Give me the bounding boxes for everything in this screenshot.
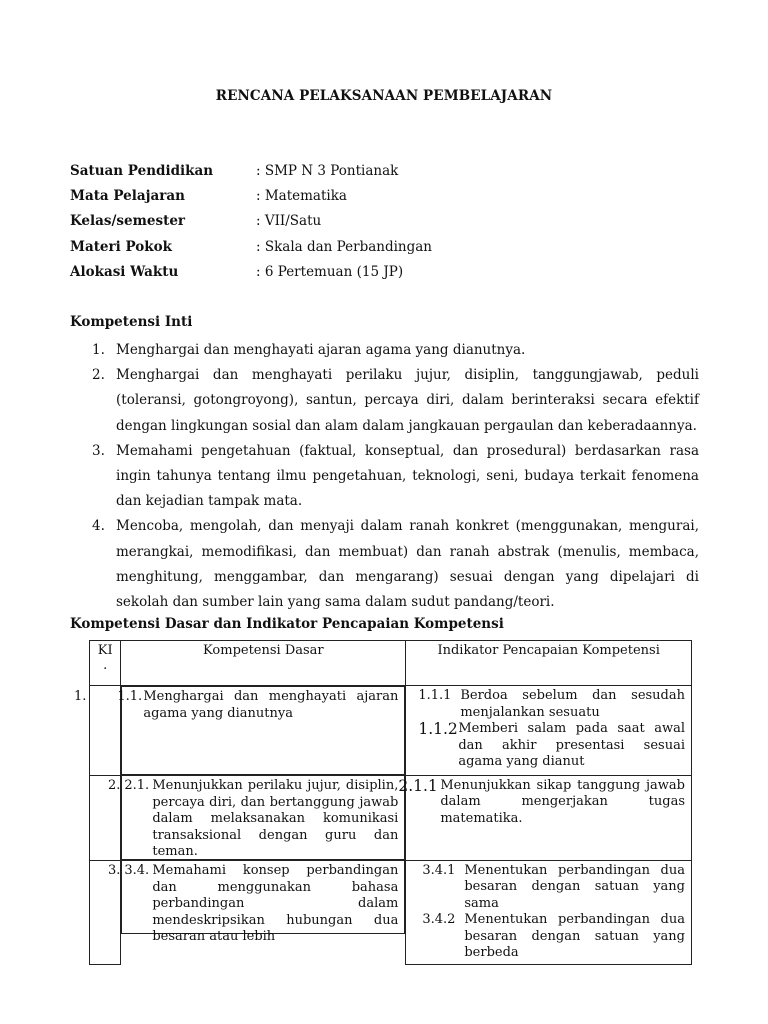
identity-label: Kelas/semester	[70, 213, 186, 230]
ipk-text: Menentukan perbandingan dua besaran dengan satuan yang berbeda	[464, 912, 685, 960]
ipk-text: Memberi salam pada saat awal dan akhir presentasi sesuai agama yang dianut	[458, 721, 685, 769]
list-number: 4.	[92, 518, 105, 535]
ipk-item	[422, 863, 685, 913]
kd-heading: Kompetensi Dasar dan Indikator Pencapaian Kompetensi	[70, 616, 504, 632]
ipk-code: 1.1.2	[418, 720, 458, 738]
header-kd: Kompetensi Dasar	[121, 641, 406, 686]
kd-code: 2.1.	[124, 778, 150, 793]
list-item	[70, 338, 699, 363]
identity-label: Alokasi Waktu	[70, 263, 179, 280]
ipk-item	[418, 688, 685, 721]
table-row	[90, 686, 692, 776]
table-row	[90, 860, 692, 964]
identity-value: : SMP N 3 Pontianak	[256, 163, 399, 179]
identity-row	[70, 264, 432, 289]
identity-row	[70, 213, 432, 238]
identity-label: Materi Pokok	[70, 238, 172, 255]
identity-value: : Matematika	[256, 188, 347, 205]
identity-label: Satuan Pendidikan	[70, 163, 214, 179]
table-row	[90, 775, 692, 860]
list-text: Menghargai dan menghayati ajaran agama yang dianutnya.	[116, 342, 526, 358]
ipk-item	[398, 776, 685, 828]
ipk-cell	[406, 686, 692, 776]
identity-row	[70, 188, 432, 213]
kd-cell	[117, 686, 405, 775]
kd-code: 1.1.	[117, 689, 143, 704]
outer-number: 1.	[74, 689, 87, 704]
list-text: Menghargai dan menghayati perilaku jujur, disiplin, tanggungjawab, peduli (toleransi, gotongroyong), santun, percaya diri, dalam berinteraksi secara efektif dengan lingkungan sosial dan alam dalam jangkauan pergaulan dan keberadaannya.	[116, 367, 699, 434]
kd-cell	[121, 775, 405, 860]
ipk-text: Berdoa sebelum dan sesudah menjalankan sesuatu	[460, 688, 685, 720]
kd-text: Memahami konsep perbandingan dan menggunakan bahasa perbandingan dalam mendeskripsikan hubungan dua besaran atau lebih	[152, 863, 399, 944]
list-text: Mencoba, mengolah, dan menyaji dalam ranah konkret (menggunakan, mengurai, merangkai, memodifikasi, dan membuat) dan ranah abstrak (menulis, membaca, menghitung, menggambar, dan mengarang) sesuai dengan yang dipelajari di sekolah dan sumber lain yang sama dalam sudut pandang/teori.	[116, 518, 699, 611]
identity-row	[70, 239, 432, 264]
list-number: 2.	[92, 367, 105, 384]
identity-value: : Skala dan Perbandingan	[256, 238, 432, 255]
list-number: 1.	[92, 342, 105, 358]
list-item	[70, 514, 699, 615]
ki-cell: 3.	[90, 860, 121, 964]
ipk-code: 3.4.1	[422, 862, 456, 878]
kd-text: Menghargai dan menghayati ajaran agama yang dianutnya	[143, 689, 399, 721]
identity-label: Mata Pelajaran	[70, 188, 185, 205]
kd-cell	[121, 860, 405, 944]
kd-text: Menunjukkan perilaku jujur, disiplin, percaya diri, dan bertanggung jawab dalam melaksanakan komunikasi transaksional dengan guru dan teman.	[152, 778, 399, 859]
ki-cell	[90, 686, 121, 776]
document-title: RENCANA PELAKSANAAN PEMBELAJARAN	[215, 88, 553, 104]
ipk-item	[422, 912, 685, 962]
ipk-code: 3.4.2	[422, 912, 456, 927]
identity-block	[70, 163, 432, 289]
identity-value: : 6 Pertemuan (15 JP)	[256, 263, 404, 280]
header-ipk: Indikator Pencapaian Kompetensi	[406, 641, 692, 686]
kd-code: 3.4.	[124, 863, 150, 878]
ipk-item	[418, 721, 685, 771]
list-item	[70, 363, 699, 439]
ipk-code: 2.1.1	[398, 776, 438, 795]
ipk-cell	[398, 775, 692, 860]
ipk-text: Menentukan perbandingan dua besaran dengan satuan yang sama	[464, 862, 685, 911]
list-text: Memahami pengetahuan (faktual, konseptual, dan prosedural) berdasarkan rasa ingin tahunya tentang ilmu pengetahuan, teknologi, seni, budaya terkait fenomena dan kejadian tampak mata.	[116, 442, 699, 510]
ki-cell: 2.	[90, 775, 121, 860]
table-header-row	[90, 641, 692, 686]
identity-row	[70, 163, 432, 188]
ki-list	[70, 338, 699, 615]
list-item	[70, 439, 699, 515]
kd-table	[89, 640, 692, 965]
list-number: 3.	[92, 442, 105, 459]
header-ki: KI .	[90, 641, 121, 686]
ipk-text: Menunjukkan sikap tanggung jawab dalam mengerjakan tugas matematika.	[440, 777, 685, 826]
ipk-cell	[406, 860, 692, 964]
ipk-code: 1.1.1	[418, 688, 452, 703]
identity-value: : VII/Satu	[256, 213, 322, 230]
ki-heading: Kompetensi Inti	[70, 314, 193, 330]
